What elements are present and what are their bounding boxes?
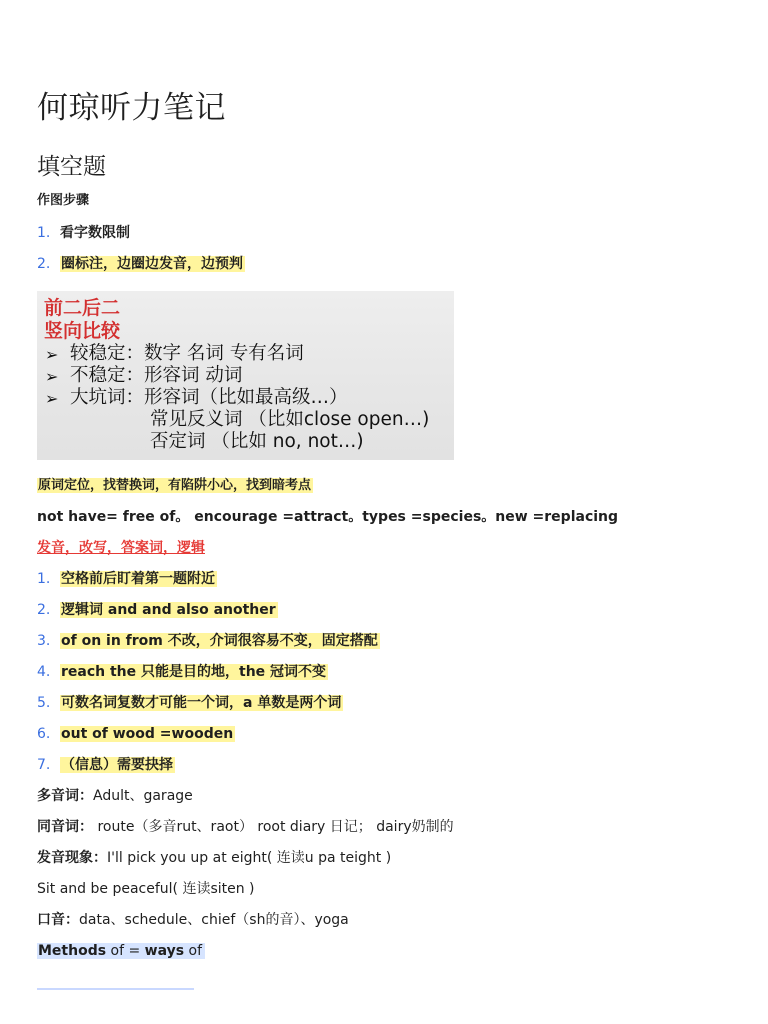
tip-text: reach the 只能是目的地，the 冠词不变 [61,664,327,680]
polyphone-note [37,785,193,807]
tip-text: 空格前后盯着第一题附近 [61,571,215,587]
methods-of: of [184,943,203,959]
locate-text: 原词定位，找替换词，有陷阱小心，找到暗考点 [38,478,312,493]
list-number: 3. [37,633,51,649]
tip-item-1 [37,568,217,590]
methods-equals: of = [106,943,145,959]
phenomenon-text: I'll pick you up at eight( 连读u pa teight ) [107,850,392,866]
slide-row-1: 较稳定：数字 名词 专有名词 [70,343,304,364]
tip-item-6 [37,723,235,745]
tip-text: 逻辑词 and and also another [61,602,276,618]
accent-note [37,909,349,931]
accent-text: data、schedule、chief（sh的音）、yoga [79,912,349,928]
polyphone-text: Adult、garage [93,788,193,804]
tip-text: of on in from 不改，介词很容易不变，固定搭配 [61,633,378,649]
slide-row-4: 常见反义词 （比如close open…) [150,409,430,430]
sit-note: Sit and be peaceful( 连读siten ) [37,881,255,897]
embedded-slide-image [37,291,454,460]
list-number: 6. [37,726,51,742]
steps-heading: 作图步骤 [37,193,90,208]
phenomenon-label: 发音现象： [37,850,107,866]
slide-row-2: 不稳定：形容词 动词 [70,365,243,386]
ways-word: ways [144,943,185,959]
arrow-bullet-icon: ➢ [45,345,59,364]
red-heading [37,537,205,559]
list-number: 4. [37,664,51,680]
methods-highlight [37,943,205,959]
slide-row-5: 否定词 （比如 no, not…) [150,431,364,452]
homophone-note [37,816,454,838]
step-text-highlighted: 圈标注，边圈边发音，边预判 [61,256,243,272]
homophone-label: 同音词： [37,819,93,835]
slide-row-3: 大坑词：形容词（比如最高级…） [70,387,348,408]
methods-note [37,940,205,962]
red-heading-text: 发音，改写，答案词，逻辑 [37,540,205,556]
polyphone-label: 多音词： [37,788,93,804]
list-number: 5. [37,695,51,711]
tip-text: 可数名词复数才可能一个词，a 单数是两个词 [61,695,342,711]
list-number: 1. [37,225,51,241]
list-number: 1. [37,571,51,587]
homophone-text: route（多音rut、raot） root diary 日记； dairy奶制的 [93,819,454,835]
step-item-2 [37,253,245,275]
list-number: 2. [37,256,51,272]
list-number: 7. [37,757,51,773]
step-text: 看字数限制 [60,225,130,241]
list-number: 2. [37,602,51,618]
accent-label: 口音： [37,912,79,928]
tip-item-2 [37,599,278,621]
bottom-divider [37,988,194,990]
arrow-bullet-icon: ➢ [45,389,59,408]
document-title: 何琼听力笔记 [37,90,226,126]
tip-text: （信息）需要抉择 [61,757,173,773]
slide-title-2: 竖向比较 [44,320,121,342]
synonym-note: not have= free of。 encourage =attract。types =species。new =replacing [37,509,619,525]
tip-text: out of wood =wooden [61,726,234,742]
tip-item-7 [37,754,175,776]
locate-note [37,475,313,497]
tip-item-3 [37,630,380,652]
slide-title-1: 前二后二 [44,297,121,319]
step-item-1 [37,222,130,244]
tip-item-4 [37,661,328,683]
tip-item-5 [37,692,343,714]
methods-word: Methods [38,943,107,959]
section-title: 填空题 [37,154,106,180]
phenomenon-note [37,847,391,869]
arrow-bullet-icon: ➢ [45,367,59,386]
